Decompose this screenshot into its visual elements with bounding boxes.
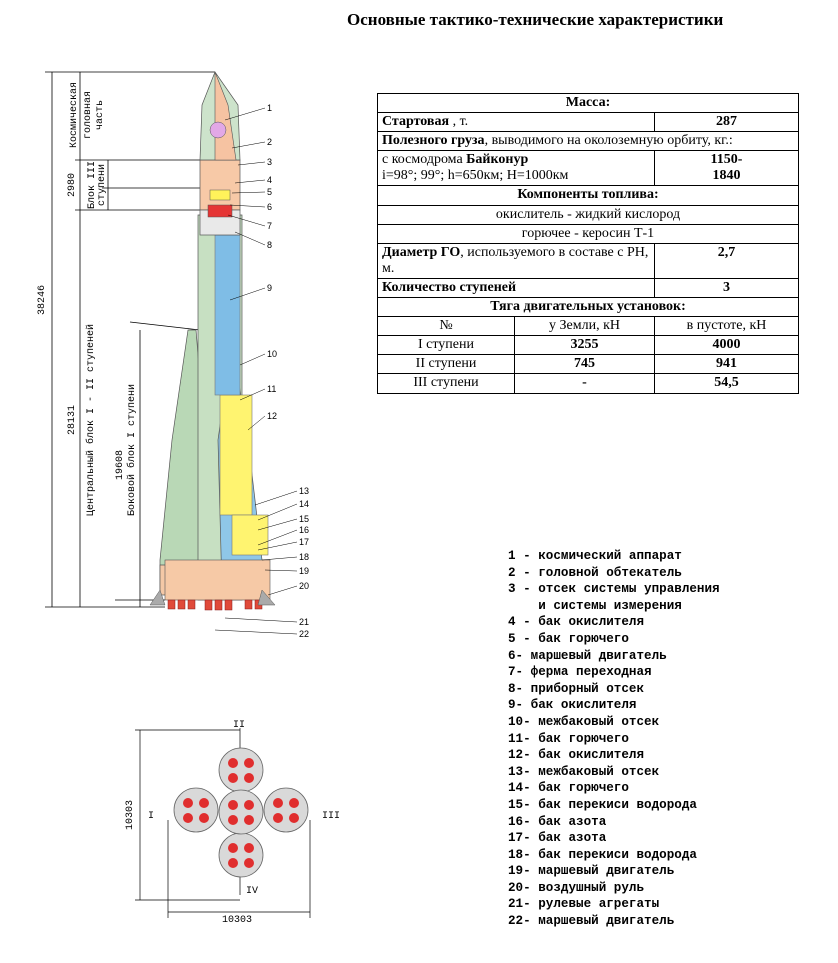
label-side: Боковой блок I ступени [127,383,138,517]
legend-item: и системы измерения [508,598,682,613]
legend-item: 6- маршевый двигатель [508,648,667,663]
legend-item: 13- межбаковый отсек [508,764,660,779]
mass-header: Масса: [378,94,799,113]
label-block3: Блок III [87,160,98,210]
callout-19: 19 [299,566,310,576]
third-stage [200,160,240,210]
plan-label-top: II [233,720,246,731]
legend-item: 14- бак горючего [508,781,629,796]
plan-label-left: I [148,811,155,822]
thrust-stage: II ступени [378,355,515,374]
callout-17: 17 [299,537,310,547]
callout-15: 15 [299,514,310,524]
thrust-ground: 745 [515,355,655,374]
oxidizer-row: окислитель - жидкий кислород [378,205,799,224]
legend-item: 4 - бак окислителя [508,615,645,630]
callout-7: 7 [267,221,273,231]
tail-section [165,560,270,600]
legend-item: 15- бак перекиси водорода [508,797,697,812]
label-block3b: ступени [97,163,108,207]
thrust-stage: I ступени [378,336,515,355]
thrust-col-stage: № [378,317,515,336]
legend-item: 2 - головной обтекатель [508,565,682,580]
legend-item: 5 - бак горючего [508,631,629,646]
oxidizer-tank [215,235,240,395]
callout-22: 22 [299,629,310,639]
dim-central: 28131 [67,404,78,436]
thrust-vacuum: 4000 [655,336,799,355]
plan-blocks [174,748,308,877]
plan-dim-width: 10303 [222,915,253,926]
plan-label-bottom: IV [246,886,259,897]
callout-5: 5 [267,187,273,197]
thrust-vacuum: 54,5 [655,374,799,393]
callout-16: 16 [299,525,310,535]
callout-2: 2 [267,137,273,147]
callout-12: 12 [267,411,278,421]
callout-8: 8 [267,240,273,250]
legend-item: 16- бак азота [508,814,607,829]
thrust-stage: III ступени [378,374,515,393]
label-central: Центральный блок I - II ступеней [86,323,97,517]
legend-item: 7- ферма переходная [508,665,652,680]
thrust-ground: - [515,374,655,393]
callout-6: 6 [267,202,273,212]
legend-list [508,548,720,930]
payload-label: Полезного груза, выводимого на околоземную орбиту, кг.: [378,132,799,151]
fuel-header: Компоненты топлива: [378,186,799,205]
callout-numbers [267,103,309,639]
fairing-label: Диаметр ГО, используемого в составе с РН, м. [378,243,655,278]
label-spacecraft: Космическая [69,81,80,149]
callout-20: 20 [299,581,310,591]
callout-21: 21 [299,617,310,627]
callout-1: 1 [267,103,273,113]
dim-total: 38246 [37,284,48,316]
legend-item: 22- маршевый двигатель [508,914,675,929]
tank-4 [210,190,230,200]
callout-4: 4 [267,175,273,185]
launch-mass-value: 287 [655,113,799,132]
legend-item: 17- бак азота [508,831,607,846]
page-title: Основные тактико-технические характеристики [347,10,724,29]
legend-item: 21- рулевые агрегаты [508,897,660,912]
legend-item: 9- бак окислителя [508,698,637,713]
callout-9: 9 [267,283,273,293]
fuel-tank [220,395,252,515]
fairing-value: 2,7 [655,243,799,278]
thrust-header: Тяга двигательных установок: [378,298,799,317]
plan-label-right: III [322,811,341,822]
spacecraft-icon [210,122,226,138]
thrust-col-ground: у Земли, кН [515,317,655,336]
label-part: часть [95,99,106,131]
payload-value: 1150- 1840 [655,151,799,186]
legend-item: 19- маршевый двигатель [508,864,675,879]
plan-dim-height: 10303 [125,799,136,831]
callout-10: 10 [267,349,278,359]
label-head: головная [83,90,94,140]
legend-item: 3 - отсек системы управления [508,582,720,597]
callout-14: 14 [299,499,310,509]
engine-nozzles [168,600,262,610]
thrust-ground: 3255 [515,336,655,355]
legend-item: 10- межбаковый отсек [508,714,660,729]
plan-view [125,720,340,926]
callout-11: 11 [267,384,277,394]
launch-mass-label: Стартовая , т. [378,113,655,132]
cosmodrome-cell: с космодрома Байконур i=98°; 99°; h=650км; Н=1000км [378,151,655,186]
fuel-row: горючее - керосин Т-1 [378,224,799,243]
stages-label: Количество ступеней [378,278,655,297]
legend-item: 1 - космический аппарат [508,549,682,563]
legend-item: 18- бак перекиси водорода [508,847,697,862]
legend-item: 8- приборный отсек [508,681,645,696]
legend-item: 12- бак окислителя [508,748,645,763]
callout-13: 13 [299,486,310,496]
legend-item: 20- воздушный руль [508,880,645,895]
legend-item: 11- бак горючего [508,731,629,746]
thrust-vacuum: 941 [655,355,799,374]
stages-value: 3 [655,278,799,297]
callout-18: 18 [299,552,310,562]
thrust-col-vacuum: в пустоте, кН [655,317,799,336]
dim-side: 19608 [115,449,126,481]
dim-head: 2980 [67,172,78,198]
callout-3: 3 [267,157,273,167]
